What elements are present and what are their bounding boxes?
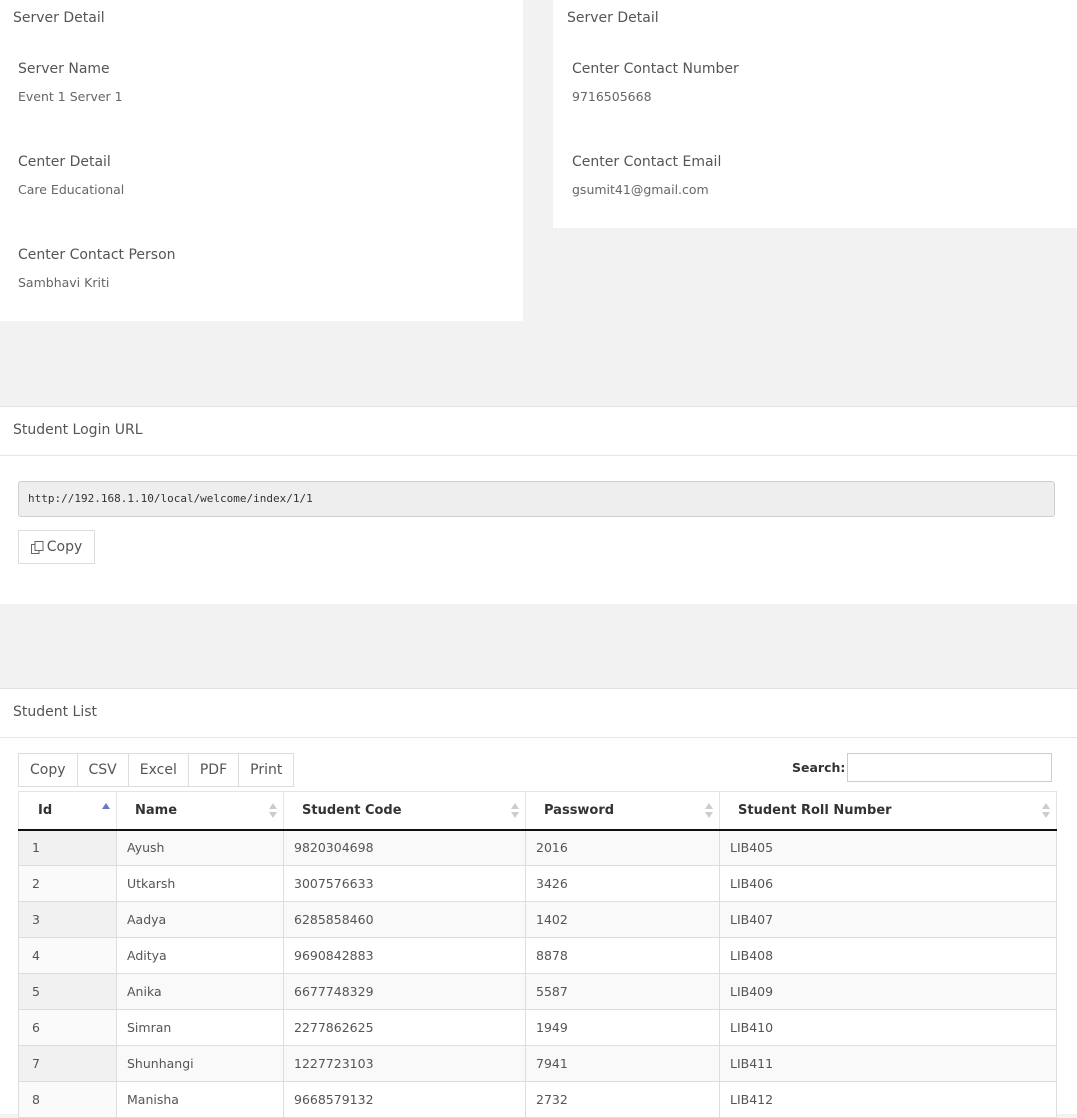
cell-student-code: 9690842883 xyxy=(284,938,526,974)
cell-password: 8878 xyxy=(526,938,720,974)
server-detail-panel xyxy=(0,0,523,321)
column-header-id[interactable] xyxy=(19,792,117,830)
panel-title: Student Login URL xyxy=(13,422,143,438)
contact-person-value: Sambhavi Kriti xyxy=(18,275,110,290)
copy-icon xyxy=(31,541,44,554)
cell-password: 7941 xyxy=(526,1046,720,1082)
table-row[interactable] xyxy=(19,830,1057,866)
search-label: Search: xyxy=(792,760,846,775)
contact-email-value: gsumit41@gmail.com xyxy=(572,182,709,197)
contact-number-value: 9716505668 xyxy=(572,89,652,104)
server-name-value: Event 1 Server 1 xyxy=(18,89,123,104)
copy-url-button[interactable] xyxy=(18,530,95,564)
cell-roll-number: LIB407 xyxy=(720,902,1057,938)
table-row[interactable] xyxy=(19,938,1057,974)
cell-name: Anika xyxy=(117,974,284,1010)
panel-header xyxy=(0,407,1077,456)
student-table xyxy=(18,791,1057,1118)
export-button-group xyxy=(18,753,294,787)
cell-id: 6 xyxy=(19,1010,117,1046)
cell-roll-number: LIB409 xyxy=(720,974,1057,1010)
sort-icon xyxy=(1042,803,1050,819)
table-row[interactable] xyxy=(19,902,1057,938)
cell-id: 2 xyxy=(19,866,117,902)
table-row[interactable] xyxy=(19,1082,1057,1118)
column-header-name[interactable] xyxy=(117,792,284,830)
cell-id: 3 xyxy=(19,902,117,938)
sort-icon xyxy=(511,803,519,819)
table-row[interactable] xyxy=(19,974,1057,1010)
contact-number-label: Center Contact Number xyxy=(572,61,739,77)
cell-student-code: 6677748329 xyxy=(284,974,526,1010)
column-label: Password xyxy=(544,802,615,818)
column-header-password[interactable] xyxy=(526,792,720,830)
cell-student-code: 1227723103 xyxy=(284,1046,526,1082)
table-row[interactable] xyxy=(19,1046,1057,1082)
cell-name: Manisha xyxy=(117,1082,284,1118)
login-url-field[interactable]: http://192.168.1.10/local/welcome/index/1/1 xyxy=(18,481,1055,517)
cell-name: Utkarsh xyxy=(117,866,284,902)
column-header-roll-number[interactable] xyxy=(720,792,1057,830)
cell-name: Simran xyxy=(117,1010,284,1046)
cell-student-code: 6285858460 xyxy=(284,902,526,938)
column-label: Student Roll Number xyxy=(738,802,892,818)
sort-icon xyxy=(705,803,713,819)
cell-roll-number: LIB405 xyxy=(720,830,1057,866)
cell-student-code: 9668579132 xyxy=(284,1082,526,1118)
export-excel-button[interactable]: Excel xyxy=(128,753,189,787)
column-label: Name xyxy=(135,802,178,818)
server-contact-panel xyxy=(553,0,1077,228)
login-url-panel xyxy=(0,406,1077,604)
export-copy-button[interactable]: Copy xyxy=(18,753,78,787)
cell-roll-number: LIB411 xyxy=(720,1046,1057,1082)
column-label: Id xyxy=(38,802,53,818)
cell-password: 2732 xyxy=(526,1082,720,1118)
panel-title: Student List xyxy=(13,704,98,720)
panel-header xyxy=(0,689,1077,738)
cell-name: Ayush xyxy=(117,830,284,866)
export-pdf-button[interactable]: PDF xyxy=(188,753,239,787)
cell-id: 7 xyxy=(19,1046,117,1082)
cell-name: Shunhangi xyxy=(117,1046,284,1082)
center-detail-label: Center Detail xyxy=(18,154,111,170)
cell-password: 1402 xyxy=(526,902,720,938)
cell-name: Aadya xyxy=(117,902,284,938)
cell-password: 3426 xyxy=(526,866,720,902)
cell-roll-number: LIB406 xyxy=(720,866,1057,902)
cell-student-code: 9820304698 xyxy=(284,830,526,866)
copy-url-label: Copy xyxy=(46,539,83,555)
table-row[interactable] xyxy=(19,1010,1057,1046)
cell-roll-number: LIB412 xyxy=(720,1082,1057,1118)
cell-password: 5587 xyxy=(526,974,720,1010)
sort-icon xyxy=(269,803,277,819)
sort-ascending-icon xyxy=(102,803,110,819)
cell-name: Aditya xyxy=(117,938,284,974)
student-list-panel xyxy=(0,688,1077,1114)
cell-student-code: 2277862625 xyxy=(284,1010,526,1046)
cell-password: 2016 xyxy=(526,830,720,866)
cell-student-code: 3007576633 xyxy=(284,866,526,902)
server-name-label: Server Name xyxy=(18,61,110,77)
export-csv-button[interactable]: CSV xyxy=(77,753,129,787)
panel-title: Server Detail xyxy=(567,10,659,26)
cell-roll-number: LIB408 xyxy=(720,938,1057,974)
column-label: Student Code xyxy=(302,802,402,818)
table-header-row xyxy=(19,792,1057,830)
search-input[interactable] xyxy=(847,753,1052,782)
cell-id: 8 xyxy=(19,1082,117,1118)
contact-person-label: Center Contact Person xyxy=(18,247,176,263)
contact-email-label: Center Contact Email xyxy=(572,154,722,170)
export-print-button[interactable]: Print xyxy=(238,753,294,787)
cell-id: 1 xyxy=(19,830,117,866)
panel-title: Server Detail xyxy=(13,10,105,26)
center-detail-value: Care Educational xyxy=(18,182,125,197)
cell-roll-number: LIB410 xyxy=(720,1010,1057,1046)
cell-password: 1949 xyxy=(526,1010,720,1046)
table-row[interactable] xyxy=(19,866,1057,902)
cell-id: 5 xyxy=(19,974,117,1010)
column-header-student-code[interactable] xyxy=(284,792,526,830)
cell-id: 4 xyxy=(19,938,117,974)
